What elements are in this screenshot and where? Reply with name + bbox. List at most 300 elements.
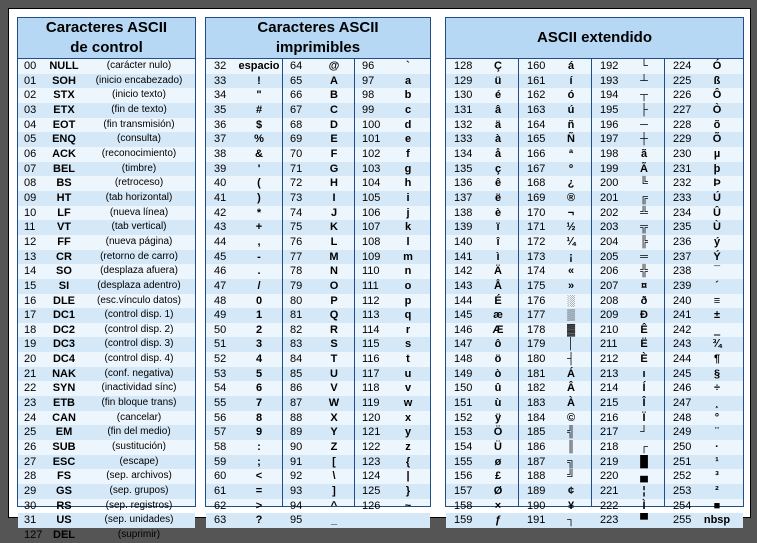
char-cell: k [404,221,412,234]
char-cell: ó [567,89,575,102]
char-cell: ¯ [713,265,721,278]
char-cell: ═ [640,250,648,263]
description-cell: (nueva línea) [109,206,169,218]
code-cell: 227 [673,103,692,116]
char-cell: Ü [494,441,502,454]
char-cell: espacio [238,60,280,72]
char-cell: H [330,177,338,190]
table-row [206,513,430,528]
char-cell: É [494,294,502,307]
description-cell: (tab vertical) [111,221,167,233]
code-cell: 96 [362,60,375,72]
table-row [206,279,430,294]
code-cell: 150 [454,382,473,395]
code-cell: 41 [214,191,227,204]
code-cell: 236 [673,235,692,248]
char-cell: ┼ [640,133,648,146]
code-cell: 170 [527,206,546,219]
abbreviation-cell: GS [56,485,72,498]
code-cell: 08 [24,177,37,190]
char-cell: Ú [713,191,721,204]
code-cell: 82 [290,323,303,336]
char-cell: W [328,397,340,410]
code-cell: 16 [24,294,37,307]
char-cell: ü [494,74,502,87]
code-cell: 195 [600,103,619,116]
code-cell: 163 [527,103,546,116]
code-cell: 14 [24,265,37,278]
char-cell: E [330,133,338,146]
char-cell: ? [255,514,263,527]
code-cell: 02 [24,89,37,102]
char-cell: Ò [712,103,722,116]
code-cell: 187 [527,455,546,468]
char-cell: Ñ [567,133,575,146]
description-cell: (timbre) [121,162,157,174]
code-cell: 80 [290,294,303,307]
code-cell: 181 [527,367,546,380]
description-cell: (inactividad sínc) [101,382,177,394]
code-cell: 179 [527,338,546,351]
code-cell: 32 [214,60,227,72]
char-cell: l [406,235,410,248]
code-cell: 133 [454,133,473,146]
char-cell: │ [567,338,575,351]
code-cell: 110 [362,265,380,278]
char-cell: c [404,103,412,116]
code-cell: 146 [454,323,473,336]
char-cell: B [330,89,338,102]
description-cell: (fin bloque trans) [101,397,177,409]
code-cell: 61 [214,485,227,498]
code-cell: 29 [24,485,37,498]
char-cell: ® [566,191,576,204]
code-cell: 215 [600,397,619,410]
char-cell: 2 [255,323,263,336]
char-cell: 9 [255,426,263,439]
char-cell: £ [494,470,502,483]
char-cell: ô [494,338,502,351]
table-row [446,469,743,484]
code-cell: 108 [362,235,381,248]
char-cell: ¼ [566,235,576,248]
char-cell: ° [714,411,720,424]
code-cell: 159 [454,514,473,527]
code-cell: 72 [290,177,303,190]
char-cell: ð [640,294,648,307]
code-cell: 04 [24,118,37,131]
description-cell: (desplaza afuera) [100,265,178,277]
char-cell: ¬ [567,206,575,219]
char-cell: ÿ [494,411,502,424]
char-cell: ï [496,221,500,234]
char-cell: P [330,294,338,307]
code-cell: 134 [454,147,473,160]
code-cell: 48 [214,294,227,307]
table-row [18,323,195,338]
table-row [446,264,743,279]
code-cell: 254 [673,499,692,512]
table-row [18,206,195,221]
abbreviation-cell: SYN [52,382,76,395]
control-panel-header [18,18,195,59]
code-cell: 92 [290,470,303,483]
code-cell: 85 [290,367,303,380]
code-cell: 84 [290,353,303,366]
table-row [18,455,195,470]
code-cell: 160 [527,60,546,72]
char-cell: Ô [712,89,722,102]
description-cell: (esc.vínculo datos) [97,294,181,306]
table-row [18,513,195,528]
code-cell: 63 [214,514,227,527]
char-cell: q [404,309,412,322]
table-row [446,132,743,147]
abbreviation-cell: ESC [52,455,76,468]
code-cell: 127 [24,529,43,541]
char-cell: À [567,397,575,410]
code-cell: 168 [527,177,546,190]
code-cell: 51 [214,338,227,351]
char-cell: Z [330,441,338,454]
char-cell: ø [494,455,502,468]
char-cell: N [330,265,338,278]
char-cell: | [406,470,410,483]
char-cell: 6 [255,382,263,395]
code-cell: 158 [454,499,473,512]
code-cell: 26 [24,441,37,454]
code-cell: 57 [214,426,227,439]
code-cell: 94 [290,499,303,512]
code-cell: 185 [527,426,546,439]
table-row [18,425,195,440]
table-row [446,191,743,206]
table-row [18,220,195,235]
char-cell: ┐ [567,514,575,527]
char-cell: T [330,353,338,366]
code-cell: 217 [600,426,619,439]
table-row [206,88,430,103]
char-cell: ╚ [640,177,648,190]
char-cell: Õ [712,133,722,146]
code-cell: 99 [362,103,375,116]
char-cell: D [330,118,338,131]
table-row [18,235,195,250]
table-row [18,352,195,367]
char-cell: / [257,279,261,292]
code-cell: 123 [362,455,381,468]
code-cell: 53 [214,367,227,380]
table-row [206,74,430,89]
extended-rows [446,59,743,528]
char-cell: Î [642,397,646,410]
code-cell: 71 [290,162,303,175]
char-cell: » [567,279,575,292]
table-row [206,118,430,133]
code-cell: 107 [362,221,381,234]
table-row [18,484,195,499]
char-cell: nbsp [703,514,731,527]
char-cell: ▓ [566,323,576,336]
char-cell: ¤ [640,279,648,292]
code-cell: 223 [600,514,619,527]
code-cell: 238 [673,265,692,278]
char-cell: = [255,485,263,498]
description-cell: (inicio encabezado) [95,74,183,86]
char-cell: G [329,162,339,175]
char-cell: × [494,499,502,512]
table-row [206,191,430,206]
code-cell: 205 [600,250,619,263]
char-cell: ▄ [640,470,648,483]
code-cell: 154 [454,441,473,454]
code-cell: 203 [600,221,619,234]
table-row [18,74,195,89]
code-cell: 141 [454,250,473,263]
code-cell: 136 [454,177,473,190]
code-cell: 199 [600,162,619,175]
code-cell: 10 [24,206,37,219]
char-cell: n [404,265,412,278]
description-cell: (control disp. 4) [104,353,174,365]
char-cell: ≡ [713,294,721,307]
code-cell: 36 [214,118,227,131]
code-cell: 105 [362,191,381,204]
code-cell: 177 [527,309,546,322]
table-row [446,337,743,352]
char-cell: + [255,221,263,234]
char-cell: ┘ [640,426,648,439]
char-cell: 5 [255,367,263,380]
code-cell: 103 [362,162,381,175]
code-cell: 124 [362,470,381,483]
code-cell: 151 [454,397,473,410]
char-cell: 4 [255,353,263,366]
code-cell: 104 [362,177,381,190]
code-cell: 73 [290,191,303,204]
description-cell: (sep. archivos) [106,470,172,482]
code-cell: 43 [214,221,227,234]
abbreviation-cell: DEL [53,529,75,541]
code-cell: 244 [673,353,692,366]
description-cell: (cancelar) [116,411,162,423]
abbreviation-cell: FS [56,470,72,483]
code-cell: 42 [214,206,227,219]
char-cell: F [330,147,338,160]
code-cell: 52 [214,353,227,366]
table-row [18,250,195,265]
table-row [18,411,195,426]
code-cell: 226 [673,89,692,102]
char-cell: ` [406,60,410,72]
table-row [18,499,195,514]
code-cell: 91 [290,455,303,468]
table-row [446,513,743,528]
code-cell: 216 [600,411,619,424]
code-cell: 77 [290,250,303,263]
code-cell: 74 [290,206,303,219]
char-cell: m [403,250,413,263]
code-cell: 178 [527,323,546,336]
code-cell: 44 [214,235,227,248]
table-row [446,235,743,250]
table-row [446,484,743,499]
abbreviation-cell: DC3 [52,338,75,351]
code-cell: 167 [527,162,546,175]
char-cell: þ [713,162,721,175]
table-row [18,88,195,103]
table-row [206,294,430,309]
description-cell: (escape) [119,455,159,467]
code-cell: 13 [24,250,37,263]
description-cell: (sep. grupos) [109,485,169,497]
code-cell: 190 [527,499,546,512]
char-cell: Æ [492,323,504,336]
char-cell: ╬ [640,265,648,278]
char-cell: ‗ [713,323,721,336]
char-cell: { [405,455,411,468]
char-cell: û [494,382,502,395]
printable-title-line2: imprimibles [275,39,361,56]
char-cell: 0 [255,294,263,307]
description-cell: (suprimir) [117,529,161,540]
code-cell: 68 [290,118,303,131]
table-row [446,425,743,440]
char-cell: È [640,353,648,366]
char-cell: $ [255,118,263,131]
description-cell: (carácter nulo) [106,60,172,71]
code-cell: 250 [673,441,692,454]
code-cell: 132 [454,118,473,131]
control-title-line1: Caracteres ASCII [45,19,168,36]
code-cell: 39 [214,162,227,175]
char-cell: Ð [640,309,648,322]
char-cell: s [404,338,412,351]
char-cell: o [404,279,412,292]
char-cell: á [567,60,575,72]
code-cell: 118 [362,382,380,395]
char-cell: └ [640,60,648,72]
table-row [18,279,195,294]
code-cell: 31 [24,514,37,527]
table-row [206,411,430,426]
code-cell: 109 [362,250,381,263]
code-cell: 245 [673,367,692,380]
code-cell: 184 [527,411,546,424]
abbreviation-cell: US [56,514,72,527]
code-cell: 87 [290,397,303,410]
table-row [446,396,743,411]
code-cell: 235 [673,221,692,234]
char-cell: . [257,265,261,278]
char-cell: Û [713,206,721,219]
description-cell: (sep. registros) [105,499,173,511]
table-row [18,191,195,206]
char-cell: © [566,411,576,424]
table-row [206,250,430,265]
abbreviation-cell: CAN [52,411,76,424]
control-characters-panel [17,17,196,541]
table-row [446,323,743,338]
char-cell: í [569,74,573,87]
code-cell: 182 [527,382,546,395]
table-row [18,528,195,543]
code-cell: 252 [673,470,692,483]
char-cell: * [256,206,262,219]
code-cell: 165 [527,133,546,146]
code-cell: 49 [214,309,227,322]
char-cell: d [404,118,412,131]
char-cell: ¸ [715,397,719,410]
char-cell: > [255,499,263,512]
abbreviation-cell: CR [56,250,72,263]
char-cell: ╩ [640,206,648,219]
description-cell: (conf. negativa) [104,367,174,379]
code-cell: 183 [527,397,546,410]
code-cell: 249 [673,426,692,439]
table-row [446,352,743,367]
code-cell: 233 [673,191,692,204]
char-cell: ▀ [640,514,648,527]
code-cell: 93 [290,485,303,498]
code-cell: 229 [673,133,692,146]
code-cell: 20 [24,353,37,366]
char-cell: ½ [566,221,576,234]
abbreviation-cell: EOT [52,118,76,131]
char-cell: å [494,147,502,160]
char-cell: ¶ [713,353,721,366]
table-row [206,455,430,470]
char-cell: ▒ [567,309,575,322]
table-row [206,352,430,367]
char-cell: & [255,147,263,160]
code-cell: 176 [527,294,546,307]
table-row [18,132,195,147]
char-cell: Ë [640,338,648,351]
code-cell: 189 [527,485,546,498]
char-cell: ƒ [494,514,502,527]
table-row [206,147,430,162]
code-cell: 171 [527,221,546,234]
table-row [446,279,743,294]
control-title-line2: de control [70,39,143,56]
code-cell: 243 [673,338,692,351]
code-cell: 34 [214,89,227,102]
code-cell: 241 [673,309,692,322]
code-cell: 210 [600,323,619,336]
code-cell: 131 [454,103,473,116]
code-cell: 111 [362,279,379,292]
char-cell: ñ [567,118,575,131]
char-cell: U [330,367,338,380]
code-cell: 234 [673,206,692,219]
code-cell: 102 [362,147,381,160]
code-cell: 88 [290,411,303,424]
code-cell: 89 [290,426,303,439]
char-cell: ╣ [567,426,575,439]
char-cell: ┌ [640,441,648,454]
table-row [446,294,743,309]
code-cell: 62 [214,499,227,512]
description-cell: (nueva página) [105,235,173,247]
code-cell: 155 [454,455,473,468]
char-cell: ~ [404,499,412,512]
code-cell: 142 [454,265,473,278]
char-cell: 8 [255,411,263,424]
code-cell: 197 [600,133,619,146]
char-cell: ¢ [567,485,575,498]
char-cell: a [404,74,412,87]
